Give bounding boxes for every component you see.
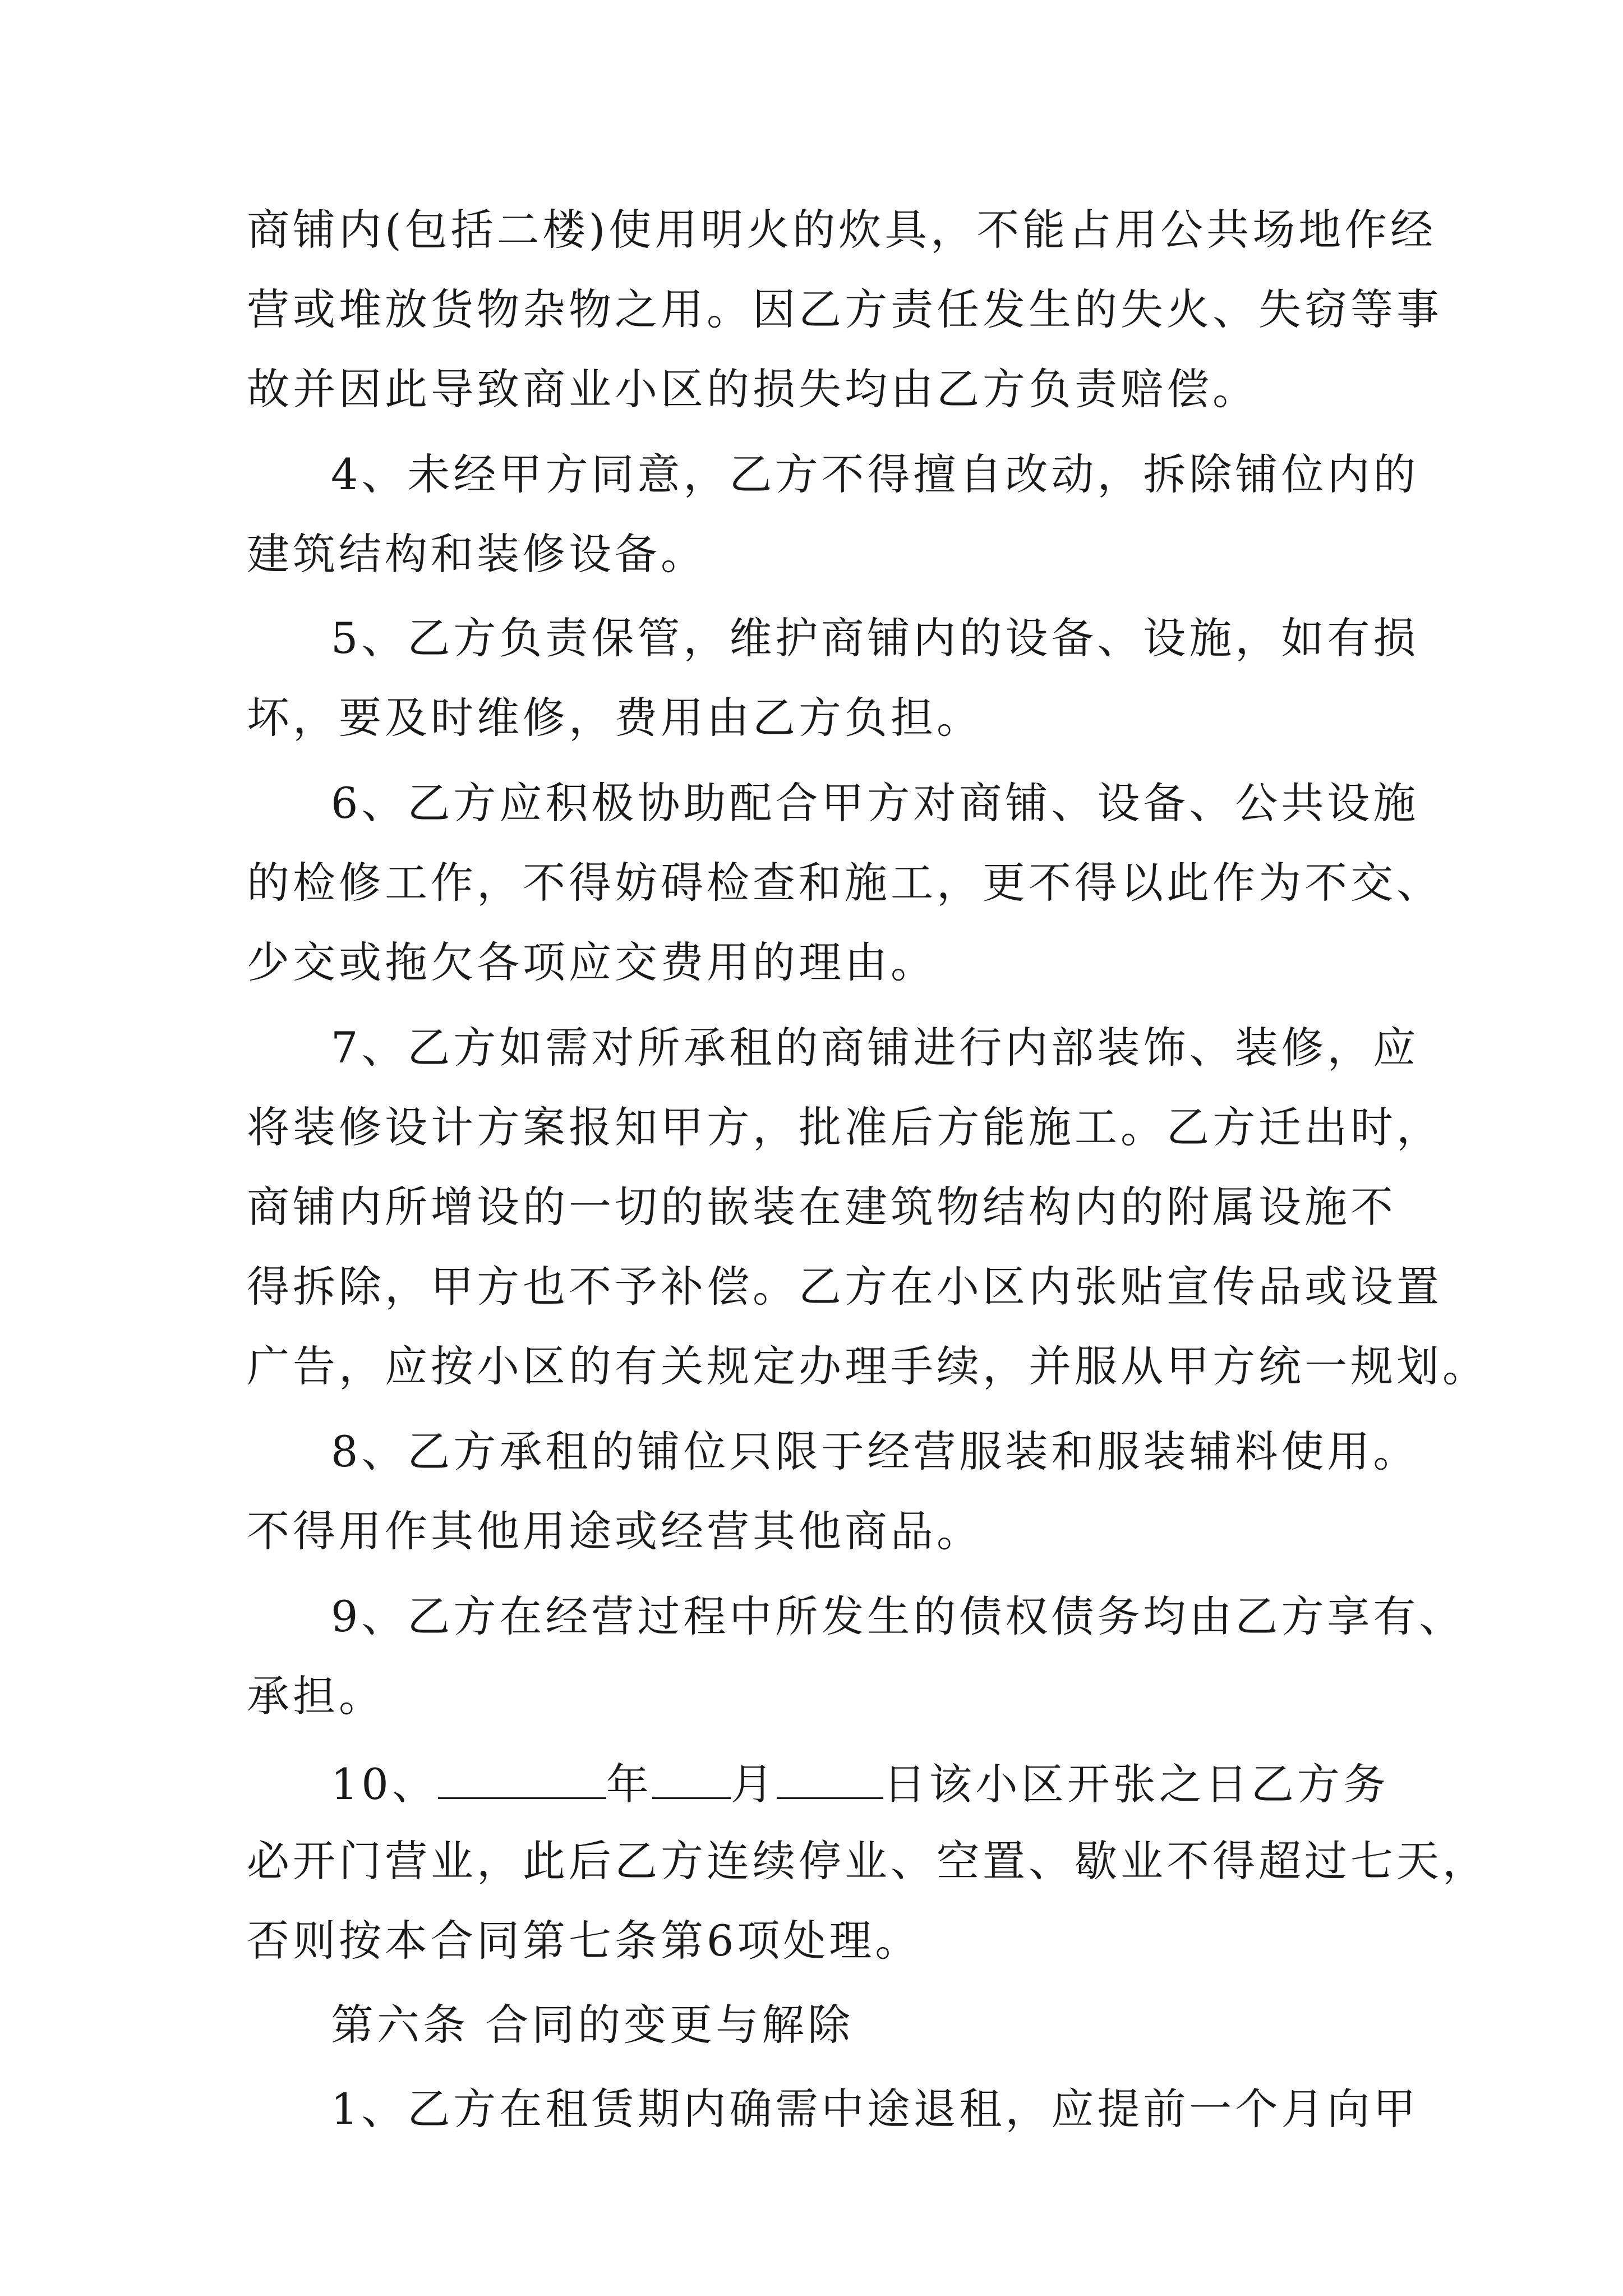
year-blank	[438, 1754, 606, 1799]
text-line: 4、未经甲方同意，乙方不得擅自改动，拆除铺位内的	[331, 449, 1419, 499]
text-line: 的检修工作，不得妨碍检查和施工，更不得以此作为不交、	[247, 858, 1442, 908]
text-line: 6、乙方应积极协助配合甲方对商铺、设备、公共设施	[331, 778, 1419, 828]
month-blank	[652, 1754, 731, 1799]
text-line: 将装修设计方案报知甲方，批准后方能施工。乙方迁出时，	[247, 1102, 1442, 1152]
text-line: 承担。	[247, 1671, 385, 1721]
text-line: 8、乙方承租的铺位只限于经营服装和服装辅料使用。	[331, 1427, 1419, 1476]
section-heading: 第六条 合同的变更与解除	[331, 2000, 854, 2050]
text-line: 营或堆放货物杂物之用。因乙方责任发生的失火、失窃等事	[247, 284, 1442, 334]
text-line: 必开门营业，此后乙方连续停业、空置、歇业不得超过七天，	[247, 1836, 1488, 1886]
text-line: 故并因此导致商业小区的损失均由乙方负责赔偿。	[247, 364, 1258, 414]
text-line: 否则按本合同第七条第6项处理。	[247, 1916, 921, 1966]
text-line: 不得用作其他用途或经营其他商品。	[247, 1506, 983, 1556]
day-label-rest: 日该小区开张之日乙方务	[883, 1759, 1389, 1809]
day-blank	[777, 1754, 883, 1799]
year-label: 年	[606, 1759, 652, 1809]
text-line: 5、乙方负责保管，维护商铺内的设备、设施，如有损	[331, 613, 1419, 663]
text-line: 少交或拖欠各项应交费用的理由。	[247, 937, 937, 987]
text-line: 7、乙方如需对所承租的商铺进行内部装饰、装修，应	[331, 1023, 1419, 1073]
text-line: 建筑结构和装修设备。	[247, 529, 707, 579]
month-label: 月	[730, 1759, 777, 1809]
text-line: 1、乙方在租赁期内确需中途退租，应提前一个月向甲	[331, 2084, 1419, 2134]
text-line: 商铺内所增设的一切的嵌装在建筑物结构内的附属设施不	[247, 1182, 1396, 1232]
text-line: 广告，应按小区的有关规定办理手续，并服从甲方统一规划。	[247, 1341, 1488, 1391]
text-line: 坏，要及时维修，费用由乙方负担。	[247, 693, 983, 743]
item-number: 10、	[331, 1759, 438, 1809]
text-line: 9、乙方在经营过程中所发生的债权债务均由乙方享有、	[331, 1591, 1465, 1641]
text-line: 得拆除，甲方也不予补偿。乙方在小区内张贴宣传品或设置	[247, 1262, 1442, 1312]
fill-in-date-line	[331, 1754, 1389, 1810]
text-line: 商铺内(包括二楼)使用明火的炊具，不能占用公共场地作经	[247, 205, 1437, 255]
